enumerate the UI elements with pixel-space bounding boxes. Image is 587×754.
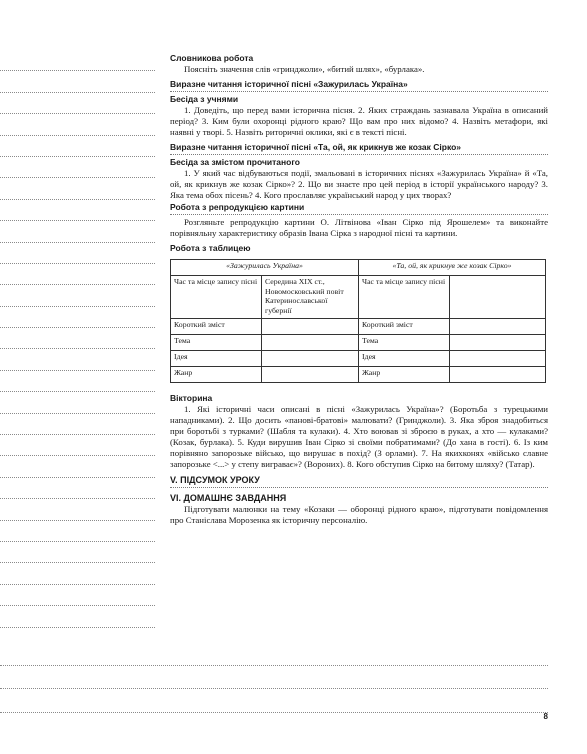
table-cell-label: Жанр <box>359 367 450 383</box>
table-cell-label: Тема <box>359 335 450 351</box>
page-number: 8 <box>543 712 548 721</box>
lesson-content <box>170 52 548 526</box>
heading-vyrazne-2: Виразне читання історичної пісні «Та, ой, як крикнув же козак Сірко» <box>170 142 548 155</box>
table-cell-label: Короткий зміст <box>359 319 450 335</box>
heading-vikoryna: Вікторина <box>170 393 213 403</box>
vikoryna-text: 1. Які історичні часи описані в пісні «Зажурилась Україна»? (Боротьба з турецькими нападниками). 2. Що досить «панові-братові» малювати? (Гринджоли). 3. Яка зброя знадобиться при боротьбі з турками? (Шабля та кулаки). 4. Хто воював зі зброєю в руках, а хто — кулаками? (Козак, бурлака). 5. Куди вирушив Іван Сірко зі своїми побратимами? (До хана в гості). 6. Із ким порівняно запорозьке військо, що вирушає в похід? (З орлами). 7. На якихконях «військо славне запорозьке <...> у степу виграває»? (Вороних). 8. Кого обступив Сірко на битому шляху? (Татар). <box>170 404 548 469</box>
heading-besida-1: Бесіда з учнями <box>170 94 239 104</box>
table-row <box>171 335 546 351</box>
table-cell-empty <box>262 351 359 367</box>
table-cell-empty <box>450 351 546 367</box>
zavdannia-text: Підготувати малюнки на тему «Козаки — оборонці рідного краю», підготувати повідомлення про Станіслава Морозенка як історичну персоналію. <box>170 504 548 525</box>
comparison-table <box>170 259 546 383</box>
reproduktsiia-text: Розгляньте репродукцію картини О. Літвінова «Іван Сірко під Ярошелем» та виконайте порівняльну характеристику образів Івана Сірка з народної пісні та картини. <box>170 217 548 238</box>
table-cell-label: Тема <box>171 335 262 351</box>
table-cell-label: Ідея <box>171 351 262 367</box>
table-cell-label: Жанр <box>171 367 262 383</box>
table-cell-value: Середина XIX ст., Новомосковський повіт Катеринославської губернії <box>262 276 359 319</box>
table-cell-empty <box>450 367 546 383</box>
table-cell-label: Короткий зміст <box>171 319 262 335</box>
heading-besida-2: Бесіда за змістом прочитаного <box>170 157 300 167</box>
heading-tablytsia: Робота з таблицею <box>170 243 251 253</box>
heading-pidsumok: V. ПІДСУМОК УРОКУ <box>170 474 548 488</box>
table-row <box>171 319 546 335</box>
table-cell-empty <box>450 276 546 319</box>
table-cell-empty <box>262 335 359 351</box>
table-cell-empty <box>262 367 359 383</box>
table-row <box>171 351 546 367</box>
besida-2-text: 1. У який час відбуваються події, змальовані в історичних піснях «Зажурилась Україна» й «Та, ой, як крикнув же козак Сірко»? 2. Що ви знаєте про цей період в історії українського народу? 3. Яка тема обох пісень? 4. Кого прославляє український народ у цих творах? <box>170 168 548 200</box>
table-cell-label: Ідея <box>359 351 450 367</box>
table-col-2-title: «Та, ой, як крикнув же козак Сірко» <box>359 260 546 276</box>
table-cell-empty <box>450 319 546 335</box>
heading-vyrazne-1: Виразне читання історичної пісні «Зажурилась Україна» <box>170 79 548 92</box>
heading-zavdannia: VI. ДОМАШНЄ ЗАВДАННЯ <box>170 493 287 503</box>
table-row <box>171 276 546 319</box>
table-row <box>171 367 546 383</box>
table-cell-label: Час та місце запису пісні <box>359 276 450 319</box>
slovnykova-text: Поясніть значення слів «гринджоли», «битий шлях», «бурлака». <box>184 64 425 74</box>
table-cell-label: Час та місце запису пісні <box>171 276 262 319</box>
left-notes-lines <box>0 50 155 628</box>
heading-reproduktsiia: Робота з репродукцією картини <box>170 202 548 215</box>
besida-1-text: 1. Доведіть, що перед вами історична пісня. 2. Яких страждань зазнавала Україна в описаний період? 3. Ким були охоронці рідного краю? Що вам про них відомо? 4. Назвіть метафори, які наявні у творі. 5. Назвіть риторичні оклики, які є в тексті пісні. <box>170 105 548 137</box>
heading-slovnykova: Словникова робота <box>170 53 254 63</box>
table-cell-empty <box>262 319 359 335</box>
table-cell-empty <box>450 335 546 351</box>
table-col-1-title: «Зажурилась Україна» <box>171 260 359 276</box>
bottom-notes-lines <box>0 642 548 713</box>
